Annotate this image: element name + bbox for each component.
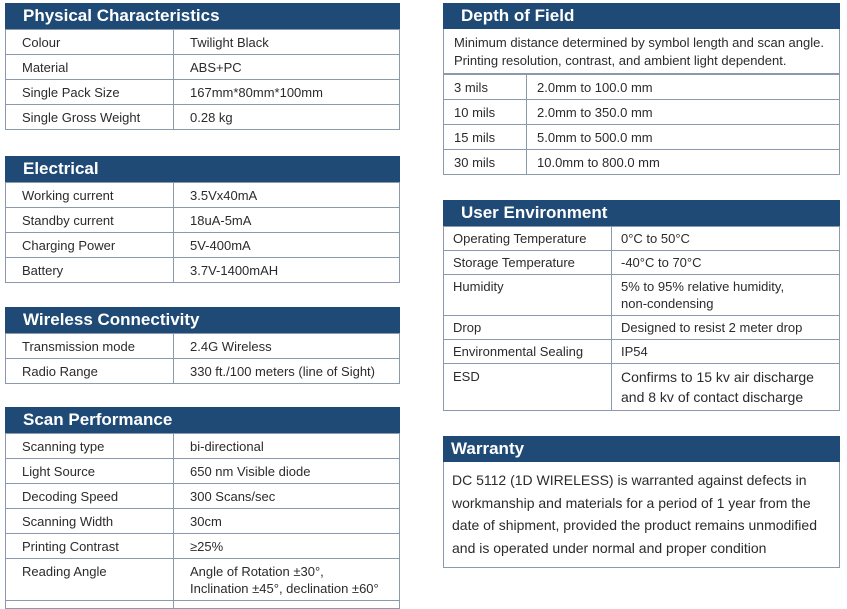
spec-value-line: and 8 kv of contact discharge: [621, 389, 804, 405]
spec-label: Scanning Width: [6, 509, 174, 534]
spec-value: 3.5Vx40mA: [174, 183, 400, 208]
spec-value: bi-directional: [174, 434, 400, 459]
spec-value: 5.0mm to 500.0 mm: [527, 125, 840, 150]
physical-characteristics-header: Physical Characteristics: [5, 3, 400, 29]
user-environment-section: [443, 200, 840, 411]
warranty-text: DC 5112 (1D WIRELESS) is warranted against defects in workmanship and materials for a period of 1 year from the date of shipment, provided the product remains unmodified and is operated under normal and proper condition: [443, 462, 840, 568]
spec-label: 10 mils: [444, 100, 527, 125]
note-line: Printing resolution, contrast, and ambient light dependent.: [454, 53, 787, 68]
table-row: [444, 100, 840, 125]
wireless-connectivity-table: [5, 333, 400, 384]
table-row: [6, 434, 400, 459]
electrical-table: [5, 182, 400, 283]
warranty-header: Warranty: [443, 436, 840, 462]
spec-value: 167mm*80mm*100mm: [174, 80, 400, 105]
spec-label: Material: [6, 55, 174, 80]
spec-label: Decoding Speed: [6, 484, 174, 509]
wireless-connectivity-section: [5, 307, 400, 384]
table-row: [6, 359, 400, 384]
warranty-section: [443, 436, 840, 568]
physical-characteristics-table: [5, 29, 400, 130]
table-row: [444, 275, 840, 316]
depth-of-field-section: [443, 3, 840, 175]
table-row: [6, 55, 400, 80]
table-row: [444, 316, 840, 340]
table-row: [6, 534, 400, 559]
spec-label: Environmental Sealing: [444, 340, 612, 364]
table-row: [444, 150, 840, 175]
table-row: [6, 105, 400, 130]
spec-label: Battery: [6, 258, 174, 283]
spec-label: Radio Range: [6, 359, 174, 384]
spec-label: Printing Contrast: [6, 534, 174, 559]
spec-value: -40°C to 70°C: [612, 251, 840, 275]
spec-label: Single Pack Size: [6, 80, 174, 105]
table-row: [444, 251, 840, 275]
spec-label: Single Gross Weight: [6, 105, 174, 130]
table-row: [6, 183, 400, 208]
spec-value: 650 nm Visible diode: [174, 459, 400, 484]
electrical-header: Electrical: [5, 156, 400, 182]
spec-value: 10.0mm to 800.0 mm: [527, 150, 840, 175]
spec-value: 18uA-5mA: [174, 208, 400, 233]
table-row: [6, 208, 400, 233]
spec-label: ESD: [444, 364, 612, 411]
depth-of-field-table: [443, 74, 840, 175]
spec-value: 2.4G Wireless: [174, 334, 400, 359]
physical-characteristics-section: [5, 3, 400, 130]
spec-value: 2.0mm to 350.0 mm: [527, 100, 840, 125]
spec-value-line: non-condensing: [621, 296, 714, 311]
spec-label: Transmission mode: [6, 334, 174, 359]
spec-label: Storage Temperature: [444, 251, 612, 275]
spec-value: 330 ft./100 meters (line of Sight): [174, 359, 400, 384]
spec-label: Charging Power: [6, 233, 174, 258]
table-row: [6, 509, 400, 534]
table-row: [6, 334, 400, 359]
table-row: [444, 364, 840, 411]
user-environment-header: User Environment: [443, 200, 840, 226]
electrical-section: [5, 156, 400, 283]
depth-of-field-header: Depth of Field: [443, 3, 840, 29]
table-row: [6, 559, 400, 601]
spec-label: 3 mils: [444, 75, 527, 100]
spec-label: Operating Temperature: [444, 227, 612, 251]
spec-value: 0.28 kg: [174, 105, 400, 130]
table-row: [6, 233, 400, 258]
wireless-connectivity-header: Wireless Connectivity: [5, 307, 400, 333]
scan-performance-section: [5, 407, 400, 609]
spec-label: Standby current: [6, 208, 174, 233]
table-row: [6, 459, 400, 484]
spec-label: Drop: [444, 316, 612, 340]
spec-value-line: Angle of Rotation ±30°,: [190, 564, 324, 579]
spec-label: 30 mils: [444, 150, 527, 175]
spec-value-line: Inclination ±45°, declination ±60°: [190, 581, 379, 596]
spec-value: 5V-400mA: [174, 233, 400, 258]
spec-value: [612, 275, 840, 316]
spec-value: ≥25%: [174, 534, 400, 559]
depth-of-field-note: [443, 29, 840, 74]
spec-value-line: 5% to 95% relative humidity,: [621, 279, 785, 294]
spec-label: Humidity: [444, 275, 612, 316]
spec-value: 0°C to 50°C: [612, 227, 840, 251]
spec-value-line: Confirms to 15 kv air discharge: [621, 369, 814, 385]
table-row: [444, 340, 840, 364]
scan-performance-header: Scan Performance: [5, 407, 400, 433]
spec-value: [612, 364, 840, 411]
spec-label: Light Source: [6, 459, 174, 484]
spec-label: 15 mils: [444, 125, 527, 150]
table-row: [6, 80, 400, 105]
spec-label: Reading Angle: [6, 559, 174, 601]
note-line: Minimum distance determined by symbol length and scan angle.: [454, 35, 824, 50]
spec-value: IP54: [612, 340, 840, 364]
table-row: [6, 601, 400, 609]
user-environment-table: [443, 226, 840, 411]
spec-value: ABS+PC: [174, 55, 400, 80]
table-row: [6, 258, 400, 283]
scan-performance-table: [5, 433, 400, 609]
table-row: [444, 125, 840, 150]
spec-value: [174, 559, 400, 601]
spec-value: 3.7V-1400mAH: [174, 258, 400, 283]
spec-value: 30cm: [174, 509, 400, 534]
spec-value: 300 Scans/sec: [174, 484, 400, 509]
spec-label: Scanning type: [6, 434, 174, 459]
spec-value: Twilight Black: [174, 30, 400, 55]
spec-value: 2.0mm to 100.0 mm: [527, 75, 840, 100]
spec-label: Colour: [6, 30, 174, 55]
table-row: [6, 30, 400, 55]
table-row: [444, 227, 840, 251]
spec-value: Designed to resist 2 meter drop: [612, 316, 840, 340]
spec-label: Working current: [6, 183, 174, 208]
table-row: [6, 484, 400, 509]
table-row: [444, 75, 840, 100]
